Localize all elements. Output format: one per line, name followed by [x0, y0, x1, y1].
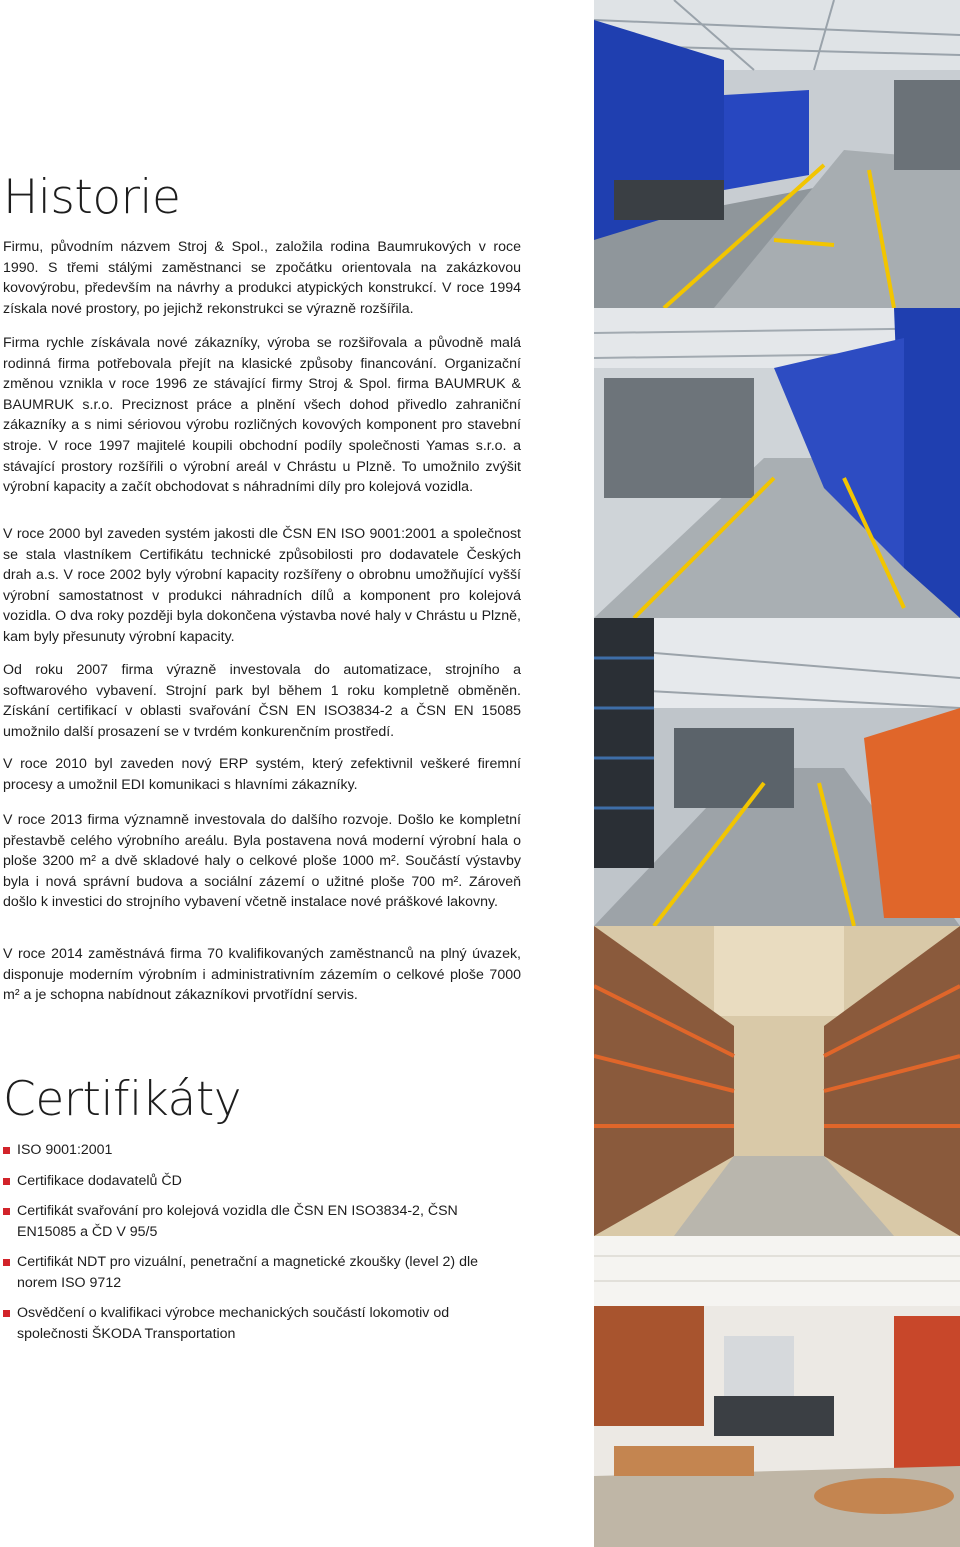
list-item — [3, 1140, 523, 1161]
history-paragraph-4: Od roku 2007 firma výrazně investovala do automatizace, strojního a softwarového vybavení. Strojní park byl během 1 roku kompletně obměněn. Získání certifikací v oblasti svařování ČSN EN ISO3834-2 a ČSN EN 15085 umožnilo další prosazení se v tvrdém konkurenčním prostředí. — [3, 662, 521, 740]
certificates-title: Certifikáty — [3, 1072, 242, 1127]
list-item — [3, 1201, 467, 1242]
photo-production-hall-curtains — [594, 308, 960, 618]
history-paragraph-3: V roce 2000 byl zaveden systém jakosti dle ČSN EN ISO 9001:2001 a společnost se stala vlastníkem Certifikátu technické způsobilosti pro dodavatele Českých drah a.s. V roce 2002 byly výrobní kapacity rozšířeny o obrobnu umožňující vyšší výrobní samostatnost v produkci náhradních dílů a komponent pro kolejová vozidla. O dva roky později byla dokončena výstavba nové haly v Chrástu u Plzně, kam byly přesunuty výrobní kapacity. — [3, 526, 521, 645]
certificate-label: Osvědčení o kvalifikaci výrobce mechanických součástí lokomotiv od společnosti ŠKODA Transportation — [17, 1305, 450, 1342]
list-item — [3, 1303, 497, 1344]
certificate-label: ISO 9001:2001 — [17, 1142, 113, 1158]
bullet-square-icon — [3, 1259, 10, 1266]
bullet-square-icon — [3, 1178, 10, 1185]
bullet-square-icon — [3, 1310, 10, 1317]
history-paragraph-2: Firma rychle získávala nové zákazníky, výroba se rozšiřovala a původně malá rodinná firma potřebovala přejít na klasické způsoby financování. Organizační změnou vznikla v roce 1996 ze stávající firmy Stroj & Spol. firma BAUMRUK & BAUMRUK s.r.o. Preciznost práce a plnění všech dohod přivedlo zahraniční zákazníky a s nimi sériovou výrobu rozličných kovových komponent pro stavební stroje. V roce 1997 majitelé koupili obchodní podíly společnosti Yamas s.r.o. a stávající prostory rozšířili o výrobní areál v Chrástu u Plzně. To umožnilo zvýšit výrobní kapacity a začít obchodovat s náhradními díly pro kolejová vozidla. — [3, 335, 521, 496]
certificate-label: Certifikát svařování pro kolejová vozidla dle ČSN EN ISO3834-2, ČSN EN15085 a ČD V 95/5 — [17, 1203, 458, 1240]
photo-column — [594, 0, 960, 1547]
certificate-label: Certifikace dodavatelů ČD — [17, 1172, 182, 1189]
history-title: Historie — [3, 170, 181, 225]
photo-office — [594, 1236, 960, 1547]
certificate-label: Certifikát NDT pro vizuální, penetrační a magnetické zkoušky (level 2) dle norem ISO 9712 — [17, 1254, 479, 1291]
history-paragraph-7: V roce 2014 zaměstnává firma 70 kvalifikovaných zaměstnanců na plný úvazek, disponuje moderním výrobním i administrativním zázemím o celkové ploše 7000 m² a je schopna nabídnout zákazníkovi prvotřídní servis. — [3, 946, 521, 1004]
list-item — [3, 1252, 507, 1293]
history-paragraph-1: Firmu, původním názvem Stroj & Spol., založila rodina Baumrukových v roce 1990. S třemi stálými zaměstnanci se zpočátku orientovala na zakázkovou kovovýrobu, především na návrhy a produkci atypických konstrukcí. V roce 1994 získala nové prostory, po jejichž rekonstrukci se výrazně rozšířila. — [3, 239, 521, 317]
list-item — [3, 1171, 523, 1192]
certificates-list — [3, 1140, 523, 1354]
photo-warehouse — [594, 926, 960, 1236]
history-paragraph-5: V roce 2010 byl zaveden nový ERP systém, který zefektivnil veškeré firemní procesy a umožnil EDI komunikaci s hlavními zákazníky. — [3, 756, 521, 793]
history-paragraph-6: V roce 2013 firma významně investovala do dalšího rozvoje. Došlo ke kompletní přestavbě celého výrobního areálu. Byla postavena nová moderní výrobní hala o ploše 3200 m² a dvě skladové haly o celkové ploše 1000 m². Součástí výstavby byla i nová správní budova a sociální zázemí o užitné ploše 700 m². Zároveň došlo k investici do strojního vybavení včetně instalace nové práškové lakovny. — [3, 812, 521, 911]
photo-production-hall — [594, 0, 960, 308]
bullet-square-icon — [3, 1147, 10, 1154]
photo-machine-hall — [594, 618, 960, 926]
bullet-square-icon — [3, 1208, 10, 1215]
